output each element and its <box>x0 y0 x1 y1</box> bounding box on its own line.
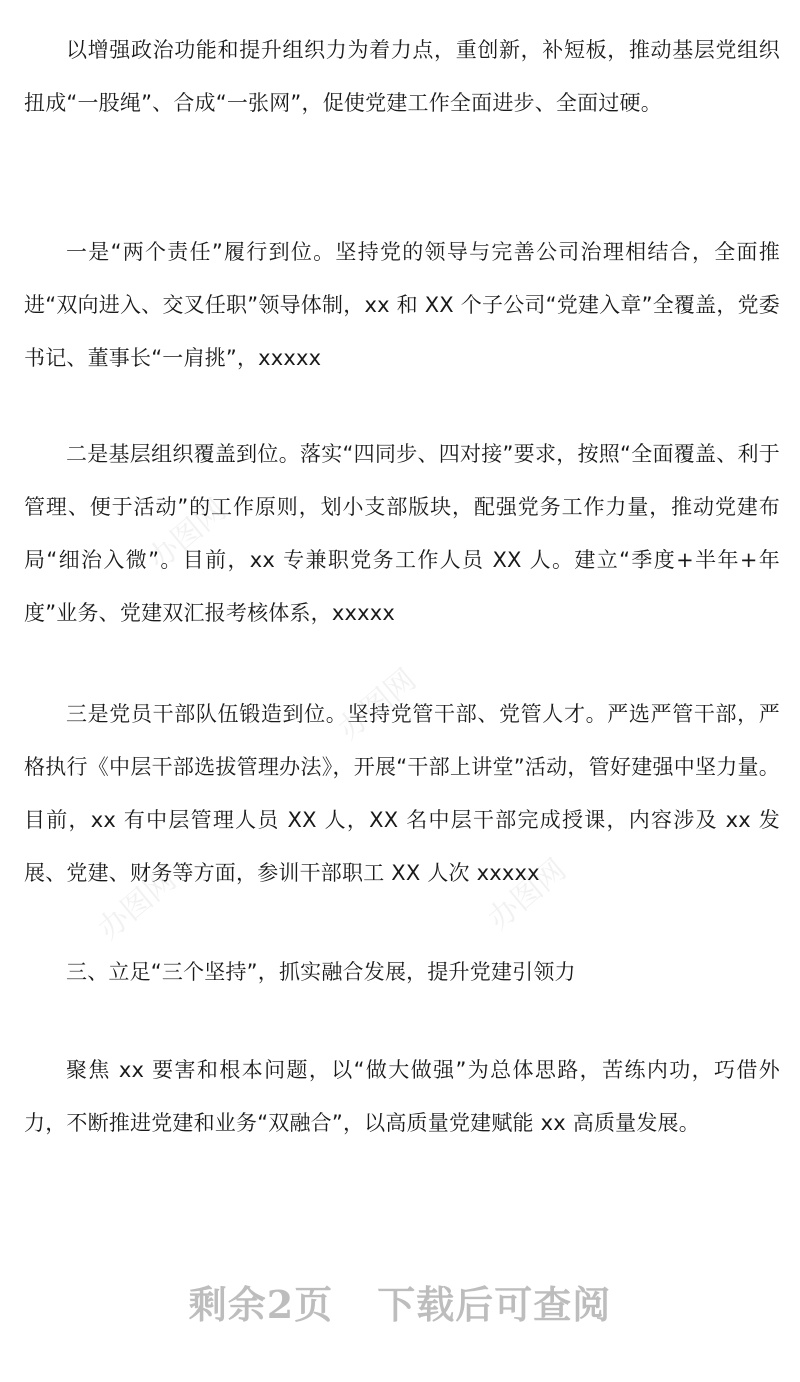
remaining-pages-label: 剩余2页 <box>188 1282 334 1327</box>
download-to-view-label: 下载后可查阅 <box>377 1282 612 1327</box>
watermark: 办图网 <box>141 492 233 578</box>
paragraph-responsibility: 一是“两个责任”履行到位。坚持党的领导与完善公司治理相结合，全面推进“双向进入、交叉任职”领导体制，xx 和 XX 个子公司“党建入章”全覆盖，党委书记、董事长“一肩挑”，xxxxx <box>24 240 780 370</box>
paragraph-focus: 聚焦 xx 要害和根本问题，以“做大做强”为总体思路，苦练内功，巧借外力，不断推进党建和业务“双融合”，以高质量党建赋能 xx 高质量发展。 <box>24 1058 780 1135</box>
section-heading: 三、立足“三个坚持”，抓实融合发展，提升党建引领力 <box>66 960 576 984</box>
watermark: 办图网 <box>481 852 573 938</box>
paragraph-organization: 二是基层组织覆盖到位。落实“四同步、四对接”要求，按照“全面覆盖、利于管理、便于活动”的工作原则，划小支部版块，配强党务工作力量，推动党建布局“细治入微”。目前，xx 专兼职党务工作人员 XX 人。建立“季度+半年+年度”业务、党建双汇报考核体系，xxxxx <box>24 442 780 625</box>
download-notice[interactable] <box>0 1275 800 1335</box>
watermark: 办图网 <box>331 662 423 748</box>
watermark: 办图网 <box>91 862 183 948</box>
paragraph-cadre: 三是党员干部队伍锻造到位。坚持党管干部、党管人才。严选严管干部，严格执行《中层干部选拔管理办法》，开展“干部上讲堂”活动，管好建强中坚力量。目前，xx 有中层管理人员 XX 人，XX 名中层干部完成授课，内容涉及 xx 发展、党建、财务等方面，参训干部职工 XX 人次 xxxxx <box>24 702 780 885</box>
paragraph-intro: 以增强政治功能和提升组织力为着力点，重创新，补短板，推动基层党组织扭成“一股绳”、合成“一张网”，促使党建工作全面进步、全面过硬。 <box>24 38 780 115</box>
